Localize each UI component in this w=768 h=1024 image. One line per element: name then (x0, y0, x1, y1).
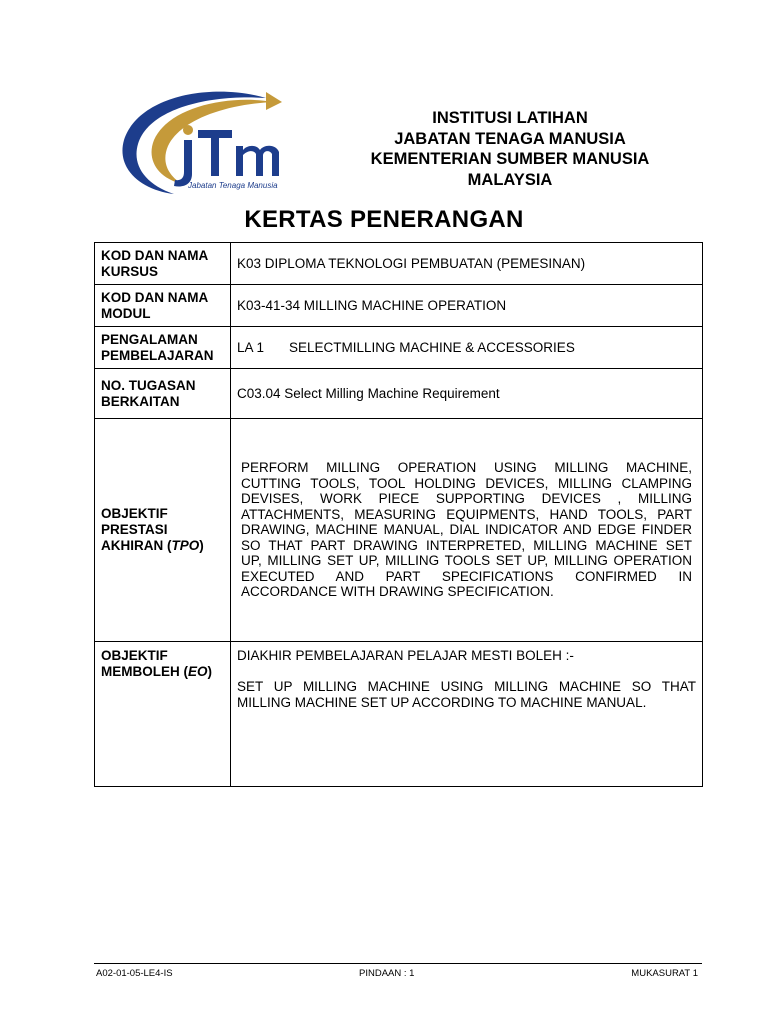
jtm-logo-subtext: Jabatan Tenaga Manusia (188, 181, 278, 190)
tpo-line: SO THAT PART DRAWING INTERPRETED, MILLING MACHINE SET (241, 537, 692, 553)
row-tugasan (95, 369, 703, 419)
value-tpo (231, 419, 703, 642)
tpo-line: CUTTING TOOLS, TOOL HOLDING DEVICES, MILLING CLAMPING (241, 475, 692, 491)
label-modul-line-2: MODUL (101, 305, 151, 321)
label-modul-line-1: KOD DAN NAMA (101, 289, 209, 305)
label-tpo-line-1: OBJEKTIF (101, 506, 168, 521)
label-kursus-line-1: KOD DAN NAMA (101, 247, 209, 263)
value-modul: K03-41-34 MILLING MACHINE OPERATION (231, 285, 703, 327)
label-eo-abbr: EO (188, 664, 208, 679)
value-eo (231, 642, 703, 787)
row-eo (95, 642, 703, 787)
jtm-logo (116, 88, 326, 200)
label-tugasan (95, 369, 231, 419)
value-tugasan: C03.04 Select Milling Machine Requirement (231, 369, 703, 419)
learning-activity-title: SELECTMILLING MACHINE & ACCESSORIES (289, 339, 575, 355)
value-pengalaman (231, 327, 703, 369)
row-modul (95, 285, 703, 327)
label-eo-line-2 (101, 664, 224, 680)
document-title: KERTAS PENERANGAN (244, 206, 524, 233)
label-tpo-line-3 (101, 538, 224, 554)
institution-line-1: INSTITUSI LATIHAN (432, 109, 588, 127)
label-pengalaman-line-1: PENGALAMAN (101, 331, 198, 347)
eo-intro: DIAKHIR PEMBELAJARAN PELAJAR MESTI BOLEH :- (237, 648, 574, 663)
institution-line-4: MALAYSIA (467, 170, 553, 189)
footer-document-code: A02-01-05-LE4-IS (96, 968, 173, 979)
row-kursus (95, 243, 703, 285)
footer-mukasurat: MUKASURAT 1 (631, 968, 698, 979)
label-eo-prefix: MEMBOLEH ( (101, 664, 188, 679)
eo-body: SET UP MILLING MACHINE USING MILLING MACHINE SO THAT MILLING MACHINE SET UP ACCORDING TO MACHINE MANUAL. (237, 679, 696, 710)
label-tpo (95, 419, 231, 642)
tpo-paragraph (237, 460, 696, 600)
tpo-line: ACCORDANCE WITH DRAWING SPECIFICATION. (241, 584, 554, 600)
page-footer (94, 963, 702, 979)
label-tpo-abbr: TPO (171, 538, 200, 553)
tpo-line: ATTACHMENTS, MEASURING EQUIPMENTS, HAND TOOLS, PART (241, 506, 692, 522)
tpo-line: PERFORM MILLING OPERATION USING MILLING MACHINE, (241, 460, 692, 476)
label-tpo-line-2: PRESTASI (101, 522, 168, 537)
label-tugasan-line-1: NO. TUGASAN (101, 377, 196, 393)
row-tpo (95, 419, 703, 642)
institution-header (340, 108, 680, 190)
row-pengalaman (95, 327, 703, 369)
institution-line-3: KEMENTERIAN SUMBER MANUSIA (370, 150, 650, 168)
label-eo (95, 642, 231, 787)
label-kursus (95, 243, 231, 285)
label-pengalaman (95, 327, 231, 369)
learning-activity-code: LA 1 (237, 339, 265, 355)
label-eo-close: ) (207, 664, 213, 679)
label-tpo-prefix: AKHIRAN ( (101, 538, 172, 553)
label-pengalaman-line-2: PEMBELAJARAN (101, 347, 214, 363)
label-tugasan-line-2: BERKAITAN (101, 393, 180, 409)
label-eo-line-1: OBJEKTIF (101, 648, 168, 663)
tpo-line: EXECUTED AND PART SPECIFICATIONS CONFIRMED IN (241, 568, 692, 584)
info-table (94, 242, 703, 787)
value-kursus: K03 DIPLOMA TEKNOLOGI PEMBUATAN (PEMESINAN) (231, 243, 703, 285)
tpo-line: DRAWING, MACHINE MANUAL, DIAL INDICATOR AND EDGE FINDER (241, 522, 692, 538)
tpo-line: DEVISES, WORK PIECE SUPPORTING DEVICES , MILLING (241, 491, 692, 507)
label-tpo-close: ) (199, 538, 204, 553)
tpo-line: UP, MILLING SET UP, MILLING TOOLS SET UP, MILLING OPERATION (241, 553, 692, 569)
footer-pindaan: PINDAAN : 1 (359, 968, 415, 979)
institution-line-2: JABATAN TENAGA MANUSIA (394, 129, 626, 148)
label-kursus-line-2: KURSUS (101, 263, 159, 279)
label-modul (95, 285, 231, 327)
